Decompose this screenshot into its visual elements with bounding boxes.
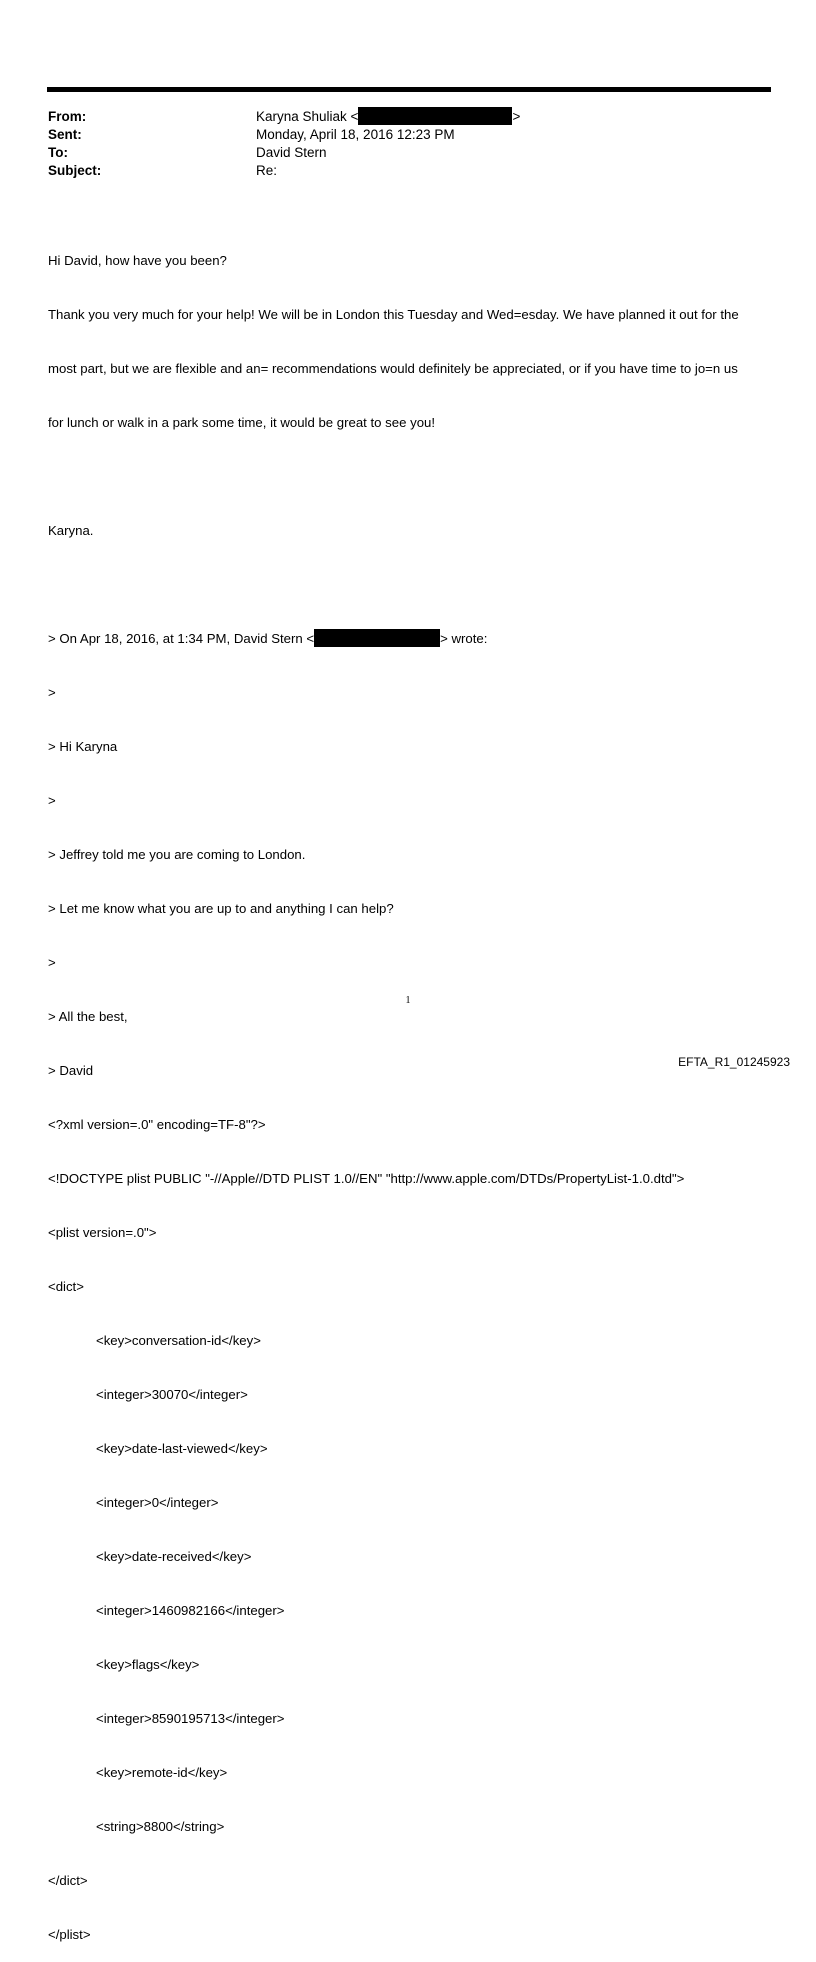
plist-dict-line: <integer>30070</integer> bbox=[96, 1387, 248, 1402]
message-body bbox=[48, 216, 768, 1962]
quoted-line: > Jeffrey told me you are coming to London. bbox=[48, 847, 306, 862]
plist-line: <?xml version=.0" encoding=TF-8"?> bbox=[48, 1117, 266, 1132]
subject-label: Subject: bbox=[48, 163, 102, 178]
sent-label: Sent: bbox=[48, 127, 82, 142]
plist-dict-line: <string>8800</string> bbox=[96, 1819, 225, 1834]
signoff: Karyna. bbox=[48, 523, 94, 538]
quoted-line: > bbox=[48, 793, 56, 808]
blank-line bbox=[48, 576, 768, 594]
plist-line: <dict> bbox=[48, 1279, 84, 1294]
from-close: > bbox=[512, 109, 521, 124]
plist-line: </plist> bbox=[48, 1927, 91, 1942]
from-label: From: bbox=[48, 109, 87, 124]
quoted-line: > All the best, bbox=[48, 1009, 128, 1024]
plist-dict-line: <key>remote-id</key> bbox=[96, 1765, 228, 1780]
body-line: Thank you very much for your help! We will be in London this Tuesday and Wed=esday. We have planned it out for the bbox=[48, 307, 739, 322]
quoted-intro-suffix: > wrote: bbox=[440, 631, 488, 646]
body-line: for lunch or walk in a park some time, it would be great to see you! bbox=[48, 415, 436, 430]
plist-dict-line: <integer>8590195713</integer> bbox=[96, 1711, 285, 1726]
quoted-line: > Hi Karyna bbox=[48, 739, 118, 754]
from-name: Karyna Shuliak < bbox=[256, 109, 359, 124]
quoted-intro-prefix: > On Apr 18, 2016, at 1:34 PM, David Stern < bbox=[48, 631, 315, 646]
redaction-block bbox=[314, 629, 440, 647]
greeting: Hi David, how have you been? bbox=[48, 253, 227, 268]
quoted-line: > bbox=[48, 685, 56, 700]
sent-value: Monday, April 18, 2016 12:23 PM bbox=[256, 127, 455, 142]
plist-line: </dict> bbox=[48, 1873, 88, 1888]
plist-line: <!DOCTYPE plist PUBLIC "-//Apple//DTD PLIST 1.0//EN" "http://www.apple.com/DTDs/PropertyList-1.0.dtd"> bbox=[48, 1171, 685, 1186]
document-id: EFTA_R1_01245923 bbox=[678, 1055, 790, 1069]
quoted-line: > David bbox=[48, 1063, 94, 1078]
to-label: To: bbox=[48, 145, 68, 160]
plist-line: <plist version=.0"> bbox=[48, 1225, 157, 1240]
to-value: David Stern bbox=[256, 145, 327, 160]
plist-dict-line: <key>flags</key> bbox=[96, 1657, 200, 1672]
from-value bbox=[256, 108, 520, 126]
blank-line bbox=[48, 468, 768, 486]
quoted-line: > Let me know what you are up to and anything I can help? bbox=[48, 901, 394, 916]
header-rule bbox=[47, 87, 771, 92]
redaction-block bbox=[358, 107, 512, 125]
plist-dict-line: <key>date-received</key> bbox=[96, 1549, 252, 1564]
plist-dict-line: <integer>0</integer> bbox=[96, 1495, 219, 1510]
plist-dict-line: <integer>1460982166</integer> bbox=[96, 1603, 285, 1618]
subject-value: Re: bbox=[256, 163, 278, 178]
body-line: most part, but we are flexible and an= recommendations would definitely be appreciated, or if you have time to jo=n us bbox=[48, 361, 738, 376]
plist-dict-line: <key>date-last-viewed</key> bbox=[96, 1441, 268, 1456]
page-number: 1 bbox=[405, 995, 411, 1006]
plist-dict-line: <key>conversation-id</key> bbox=[96, 1333, 261, 1348]
quoted-line: > bbox=[48, 955, 56, 970]
quoted-intro bbox=[48, 630, 768, 648]
